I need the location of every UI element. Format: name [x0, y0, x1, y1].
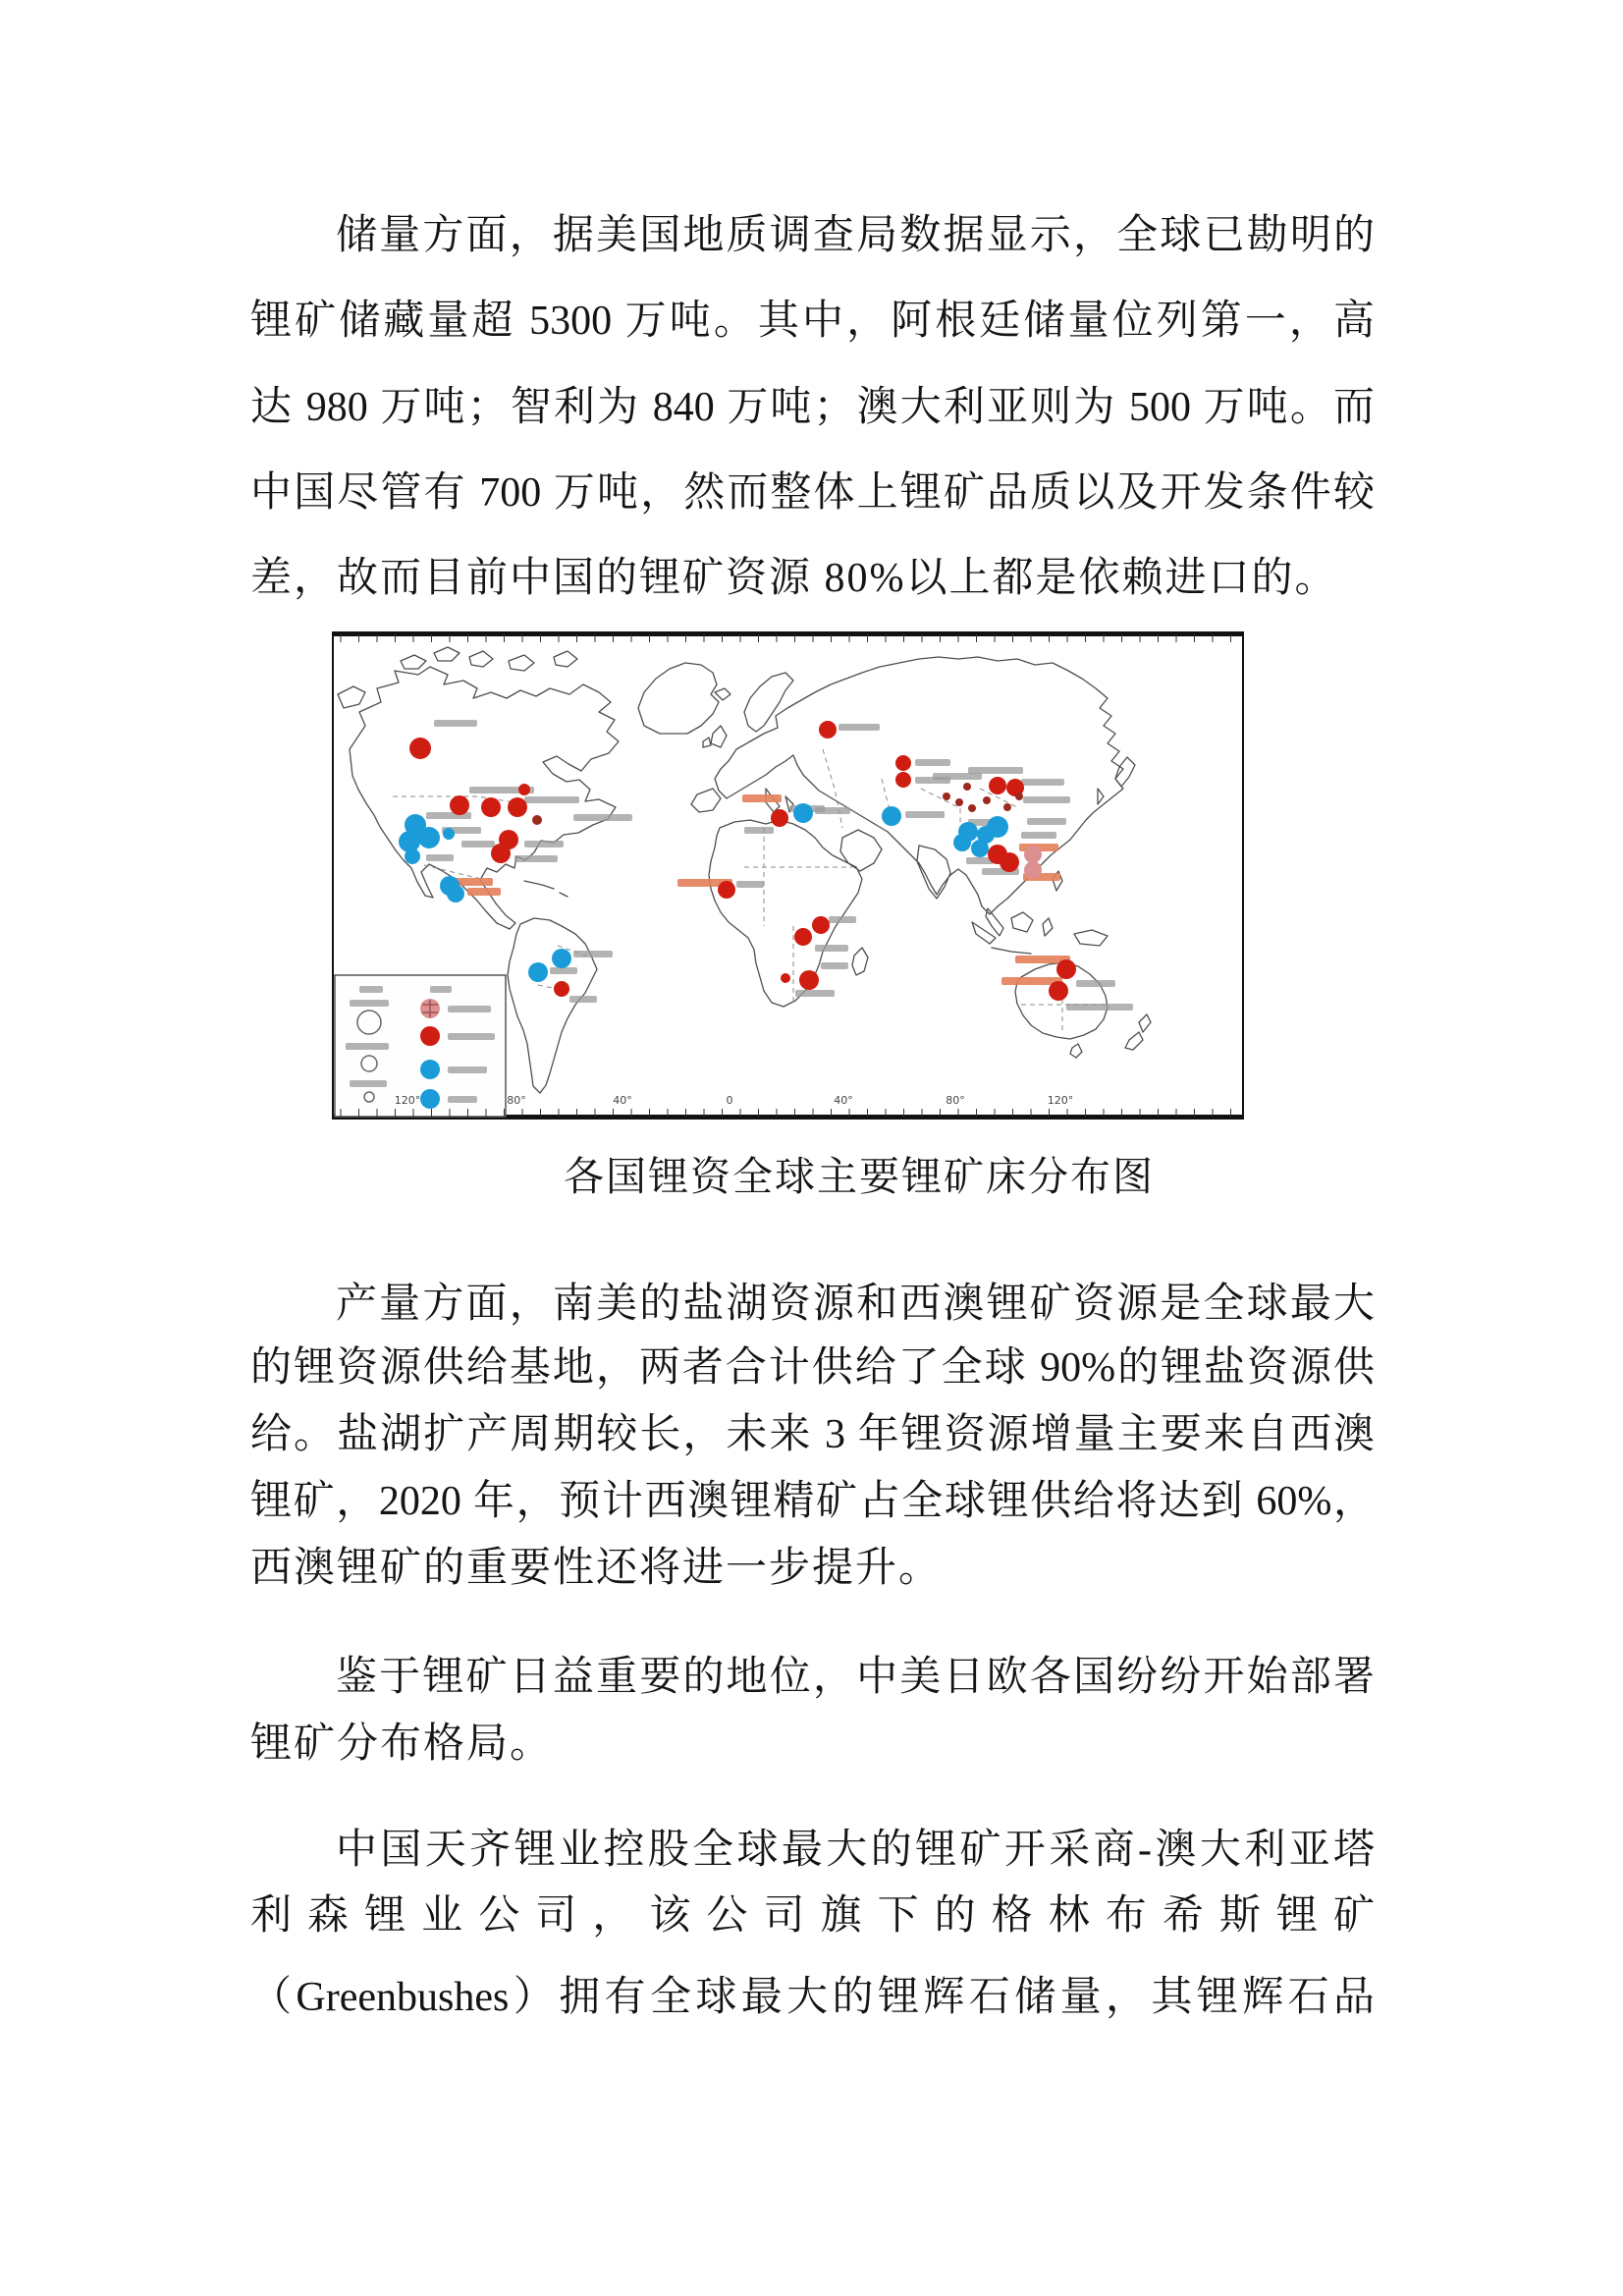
- svg-text:40°: 40°: [613, 1094, 632, 1107]
- body-line: 达 980 万吨；智利为 840 万吨；澳大利亚则为 500 万吨。而: [250, 385, 1375, 430]
- svg-text:80°: 80°: [507, 1094, 526, 1107]
- body-line: 差，故而目前中国的锂矿资源 80%以上都是依赖进口的。: [250, 556, 1338, 601]
- body-line: 锂矿储藏量超 5300 万吨。其中，阿根廷储量位列第一，高: [250, 299, 1375, 344]
- legend-pegmatite-dot: [420, 1026, 440, 1046]
- body-line: （Greenbushes）拥有全球最大的锂辉石储量，其锂辉石品: [250, 1975, 1375, 2020]
- body-line: 锂矿，2020 年，预计西澳锂精矿占全球锂供给将达到 60%，: [250, 1479, 1375, 1524]
- body-line: 中国天齐锂业控股全球最大的锂矿开采商-澳大利亚塔: [336, 1828, 1375, 1873]
- legend-size-small-circle: [364, 1092, 374, 1102]
- svg-text:40°: 40°: [834, 1094, 853, 1107]
- body-line: 利森锂业公司，该公司旗下的格林布希斯锂矿: [250, 1893, 1375, 1939]
- legend-size-medium-circle: [361, 1056, 377, 1071]
- body-line: 储量方面，据美国地质调查局数据显示，全球已勘明的: [336, 213, 1375, 258]
- body-line: 西澳锂矿的重要性还将进一步提升。: [250, 1546, 943, 1591]
- svg-text:120°: 120°: [1047, 1094, 1074, 1107]
- body-line: 给。盐湖扩产周期较长，未来 3 年锂资源增量主要来自西澳: [250, 1412, 1375, 1457]
- svg-text:0: 0: [726, 1094, 733, 1107]
- legend-other-dot: [420, 1089, 440, 1109]
- legend-brine-dot: [420, 1060, 440, 1079]
- body-line: 产量方面，南美的盐湖资源和西澳锂矿资源是全球最大: [336, 1282, 1375, 1327]
- svg-text:120°: 120°: [394, 1094, 421, 1107]
- body-line: 的锂资源供给基地，两者合计供给了全球 90%的锂盐资源供: [250, 1345, 1375, 1391]
- svg-text:80°: 80°: [946, 1094, 965, 1107]
- body-line: 鉴于锂矿日益重要的地位，中美日欧各国纷纷开始部署: [336, 1655, 1375, 1700]
- legend-size-large-circle: [357, 1011, 381, 1034]
- lithium-deposit-world-map: [332, 631, 1244, 1120]
- body-line: 锂矿分布格局。: [250, 1722, 554, 1767]
- body-line: 中国尽管有 700 万吨，然而整体上锂矿品质以及开发条件较: [250, 470, 1375, 516]
- figure-caption: 各国锂资全球主要锂矿床分布图: [564, 1154, 1155, 1199]
